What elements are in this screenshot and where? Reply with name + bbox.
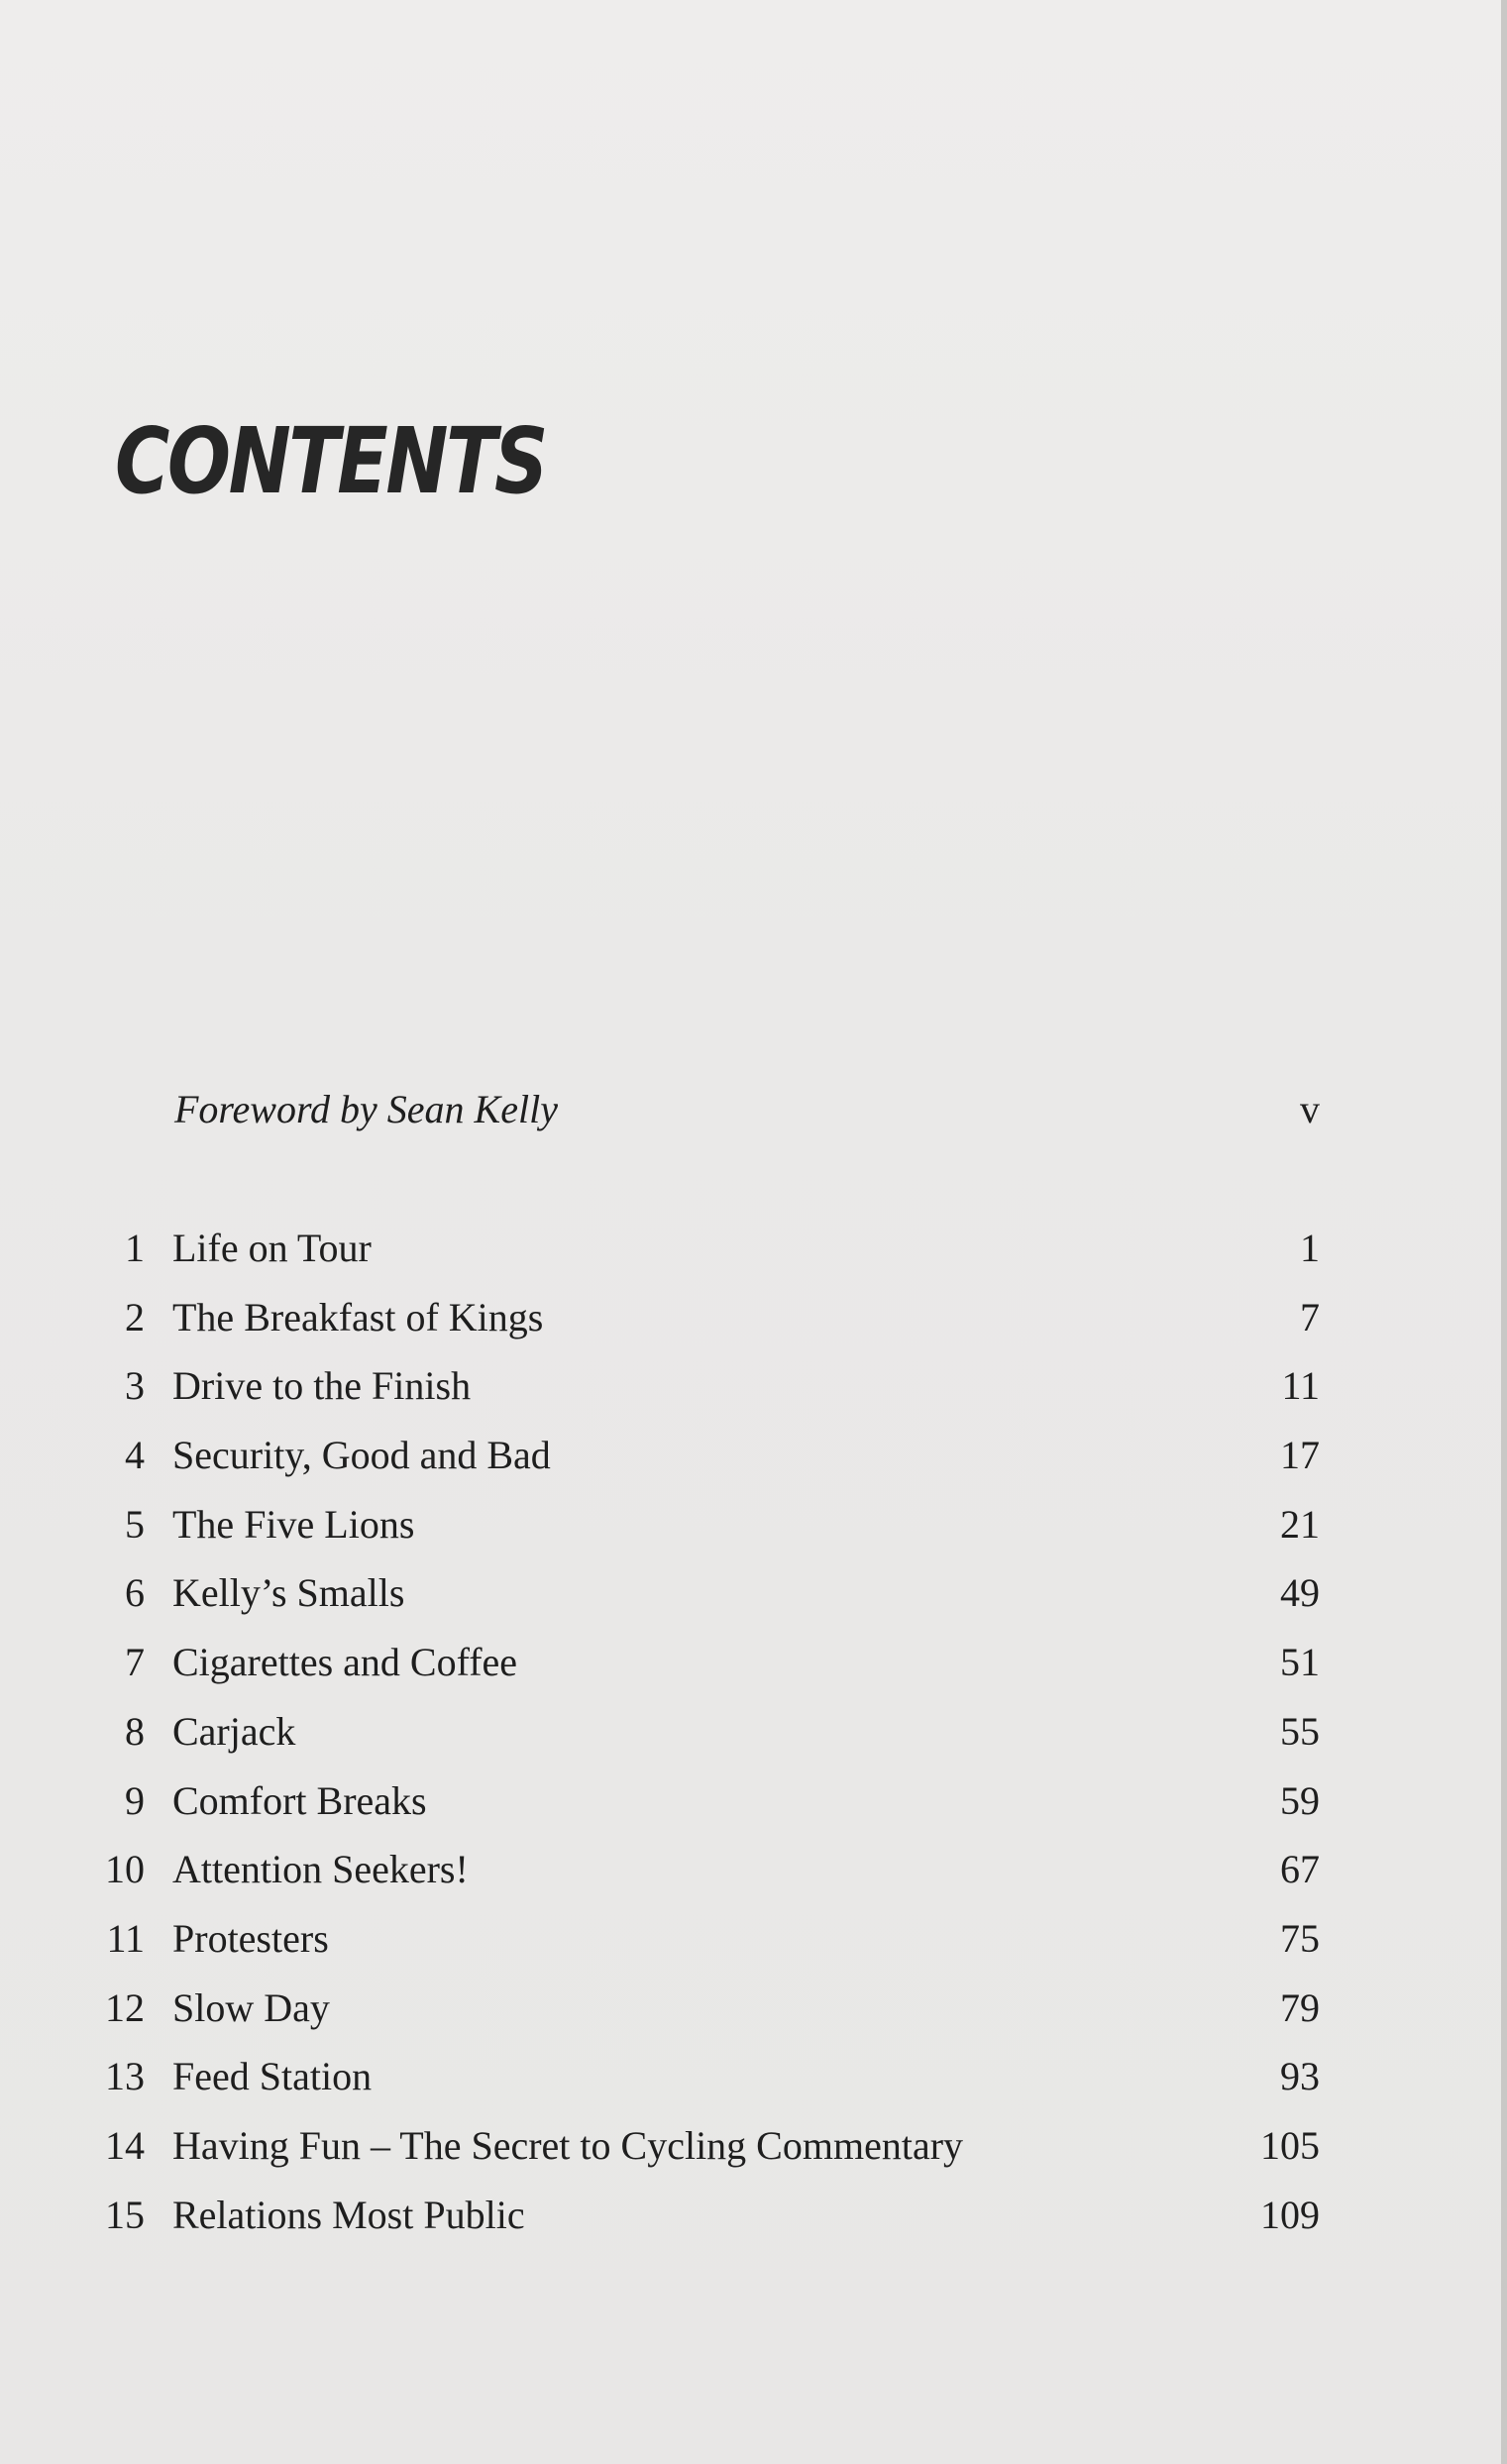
chapter-number: 11 [106,1915,145,1961]
chapter-title: Drive to the Finish [172,1363,472,1409]
foreword-entry [174,1082,1320,1141]
chapter-number: 14 [105,2122,145,2168]
chapter-page-number: 51 [1280,1640,1320,1685]
toc-entry [89,1909,1320,1979]
toc-entry [89,1840,1320,1909]
table-of-contents [89,1219,1320,2254]
toc-entry [89,1633,1320,1702]
chapter-page-number: 11 [1281,1363,1320,1409]
chapter-page-number: 67 [1280,1847,1320,1892]
chapter-page-number: 49 [1280,1570,1320,1616]
toc-entry [89,2047,1320,2116]
chapter-title: Protesters [172,1915,329,1961]
toc-entry [89,1426,1320,1495]
chapter-number: 13 [105,2054,145,2099]
chapter-number: 8 [125,1708,145,1754]
page-title: CONTENTS [115,408,546,514]
chapter-number: 10 [105,1847,145,1892]
toc-entry [89,1288,1320,1357]
toc-entry [89,1563,1320,1633]
chapter-title: Relations Most Public [172,2192,525,2237]
chapter-title: Cigarettes and Coffee [172,1640,518,1685]
chapter-page-number: 55 [1280,1708,1320,1754]
chapter-number: 1 [125,1226,145,1270]
chapter-title: Feed Station [172,2054,373,2099]
chapter-page-number: 17 [1280,1433,1320,1478]
chapter-number: 7 [125,1640,145,1685]
chapter-page-number: 79 [1280,1984,1320,2030]
chapter-number: 12 [105,1984,145,2030]
toc-entry [89,2186,1320,2255]
chapter-page-number: 59 [1280,1777,1320,1823]
toc-entry [89,1219,1320,1288]
chapter-number: 3 [125,1363,145,1409]
chapter-page-number: 7 [1300,1294,1320,1339]
toc-entry [89,1771,1320,1841]
chapter-title: Carjack [172,1708,296,1754]
chapter-title: The Five Lions [172,1501,415,1547]
chapter-page-number: 93 [1280,2054,1320,2099]
chapter-title: Attention Seekers! [172,1847,469,1892]
chapter-title: Comfort Breaks [172,1777,427,1823]
chapter-title: Kelly’s Smalls [172,1570,405,1616]
toc-entry [89,1495,1320,1564]
chapter-title: Slow Day [172,1984,330,2030]
chapter-page-number: 105 [1260,2122,1320,2168]
chapter-number: 9 [125,1777,145,1823]
chapter-number: 4 [125,1433,145,1478]
toc-entry [89,1979,1320,2048]
chapter-number: 5 [125,1501,145,1547]
chapter-number: 2 [125,1294,145,1339]
toc-entry [89,1356,1320,1426]
chapter-page-number: 21 [1280,1501,1320,1547]
chapter-title: Life on Tour [172,1226,372,1270]
chapter-number: 15 [105,2192,145,2237]
toc-entry [89,2116,1320,2186]
chapter-title: Security, Good and Bad [172,1433,551,1478]
foreword-label: Foreword by Sean Kelly [174,1087,558,1131]
chapter-page-number: 109 [1260,2192,1320,2237]
chapter-title: The Breakfast of Kings [172,1294,544,1339]
chapter-number: 6 [125,1570,145,1616]
chapter-page-number: 1 [1300,1226,1320,1270]
chapter-title: Having Fun – The Secret to Cycling Commentary [172,2122,964,2168]
page-edge-shadow [1501,0,1507,2464]
foreword-page-number: v [1300,1087,1320,1131]
chapter-page-number: 75 [1280,1915,1320,1961]
toc-entry [89,1702,1320,1771]
